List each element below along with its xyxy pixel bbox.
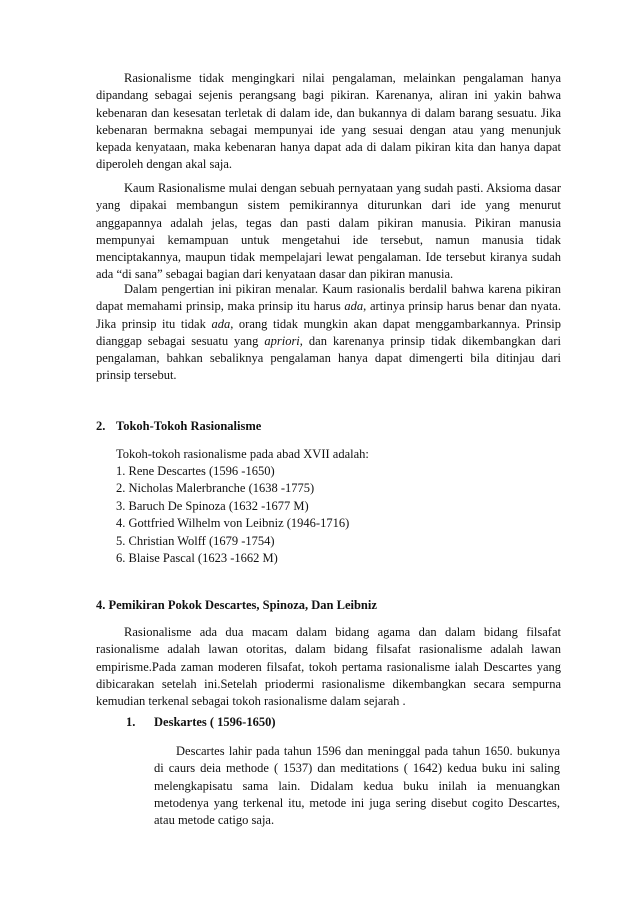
tokoh-list-item: 4. Gottfried Wilhelm von Leibniz (1946-1716) (116, 516, 350, 531)
p3-ada-italic-1: ada (344, 299, 364, 314)
tokoh-list-intro: Tokoh-tokoh rasionalisme pada abad XVII adalah: (116, 447, 369, 461)
paragraph-rasionalisme-pengalaman: Rasionalisme tidak mengingkari nilai pengalaman, melainkan pengalaman hanya dipandang sebagai sejenis perangsang bagi pikiran. Karenanya, aliran ini yakin bahwa kebenaran dan kesesatan terletak di dalam ide, dan bukannya di dalam barang sesuatu. Jika kebenaran bermakna sebagai mempunyai ide yang sesuai dengan atau yang menunjuk kepada kenyataan, maka kebenaran hanya dapat ada di dalam pikiran kita dan hanya dapat diperoleh dengan akal saja. (96, 71, 561, 172)
subsection-number: 1. (126, 715, 136, 729)
subsection-title: Deskartes ( 1596-1650) (154, 715, 276, 729)
paragraph-descartes-biografi: Descartes lahir pada tahun 1596 dan meninggal pada tahun 1650. bukunya di caurs deia methode ( 1537) dan meditations ( 1642) kedua buku ini saling melengkapisatu sama lain. Didalam kedua buku inilah ia menuangkan metodenya yang terkenal itu, metode ini juga sering disebut cogito Descartes, atau metode catigo saja. (154, 744, 560, 828)
paragraph-rasionalisme-dua-macam: Rasionalisme ada dua macam dalam bidang agama dan dalam bidang filsafat rasionalisme adalah lawan otoritas, dalam bidang filsafat rasionalisme adalah lawan empirisme.Pada zaman moderen filsafat, tokoh pertama rasionalisme ialah Descartes yang dibicarakan setelah ini.Setelah priodermi rasionalisme dikembangkan secara sempurna kemudian terkenal sebagai tokoh rasionalisme dalam sejarah . (96, 625, 561, 709)
section-2-number: 2. (96, 419, 106, 433)
tokoh-list-item: 3. Baruch De Spinoza (1632 -1677 M) (116, 498, 309, 513)
section-4-heading: 4. Pemikiran Pokok Descartes, Spinoza, Dan Leibniz (96, 598, 377, 612)
paragraph-pengertian-pikiran (96, 281, 561, 385)
paragraph-kaum-rasionalisme: Kaum Rasionalisme mulai dengan sebuah pernyataan yang sudah pasti. Aksioma dasar yang dipakai membangun sistem pemikirannya diturunkan dari ide yang menurut anggapannya adalah jelas, tegas dan pasti dalam pikiran manusia. Pikiran manusia mempunyai kemampuan untuk mengetahui ide tersebut, namun manusia tidak menciptakannya, maupun tidak mempelajari lewat pengalaman. Ide tersebut kiranya sudah ada “di sana” sebagai bagian dari kenyataan dasar dan pikiran manusia. (96, 181, 561, 282)
tokoh-list-item: 5. Christian Wolff (1679 -1754) (116, 533, 275, 548)
section-2-title: Tokoh-Tokoh Rasionalisme (116, 419, 262, 433)
p3-text-b: , artinya prinsip harus benar dan nyata. Jika prinsip itu tidak (96, 299, 561, 331)
section-2-heading (96, 418, 261, 435)
tokoh-list-item: 6. Blaise Pascal (1623 -1662 M) (116, 551, 278, 566)
tokoh-list-item: 1. Rene Descartes (1596 -1650) (116, 464, 275, 478)
tokoh-list (116, 463, 349, 567)
p3-text-a: Dalam pengertian ini pikiran menalar. Kaum rasionalis berdalil bahwa karena pikiran dapat memahami prinsip, maka prinsip itu harus (96, 282, 561, 314)
p3-text-d: , dan karenanya prinsip tidak dikembangkan dari pengalaman, bahkan sebaliknya pengalaman hanya dapat dimengerti bila ditinjau dari prinsip tersebut. (96, 333, 561, 383)
p3-apriori-italic: apriori (264, 333, 300, 348)
tokoh-list-item: 2. Nicholas Malerbranche (1638 -1775) (116, 481, 315, 496)
subsection-deskartes-heading (126, 714, 276, 731)
p3-text-c: , orang tidak mungkin akan dapat menggambarkannya. Prinsip dianggap sebagai sesuatu yang (96, 316, 561, 348)
p3-ada-italic-2: ada (211, 316, 231, 331)
